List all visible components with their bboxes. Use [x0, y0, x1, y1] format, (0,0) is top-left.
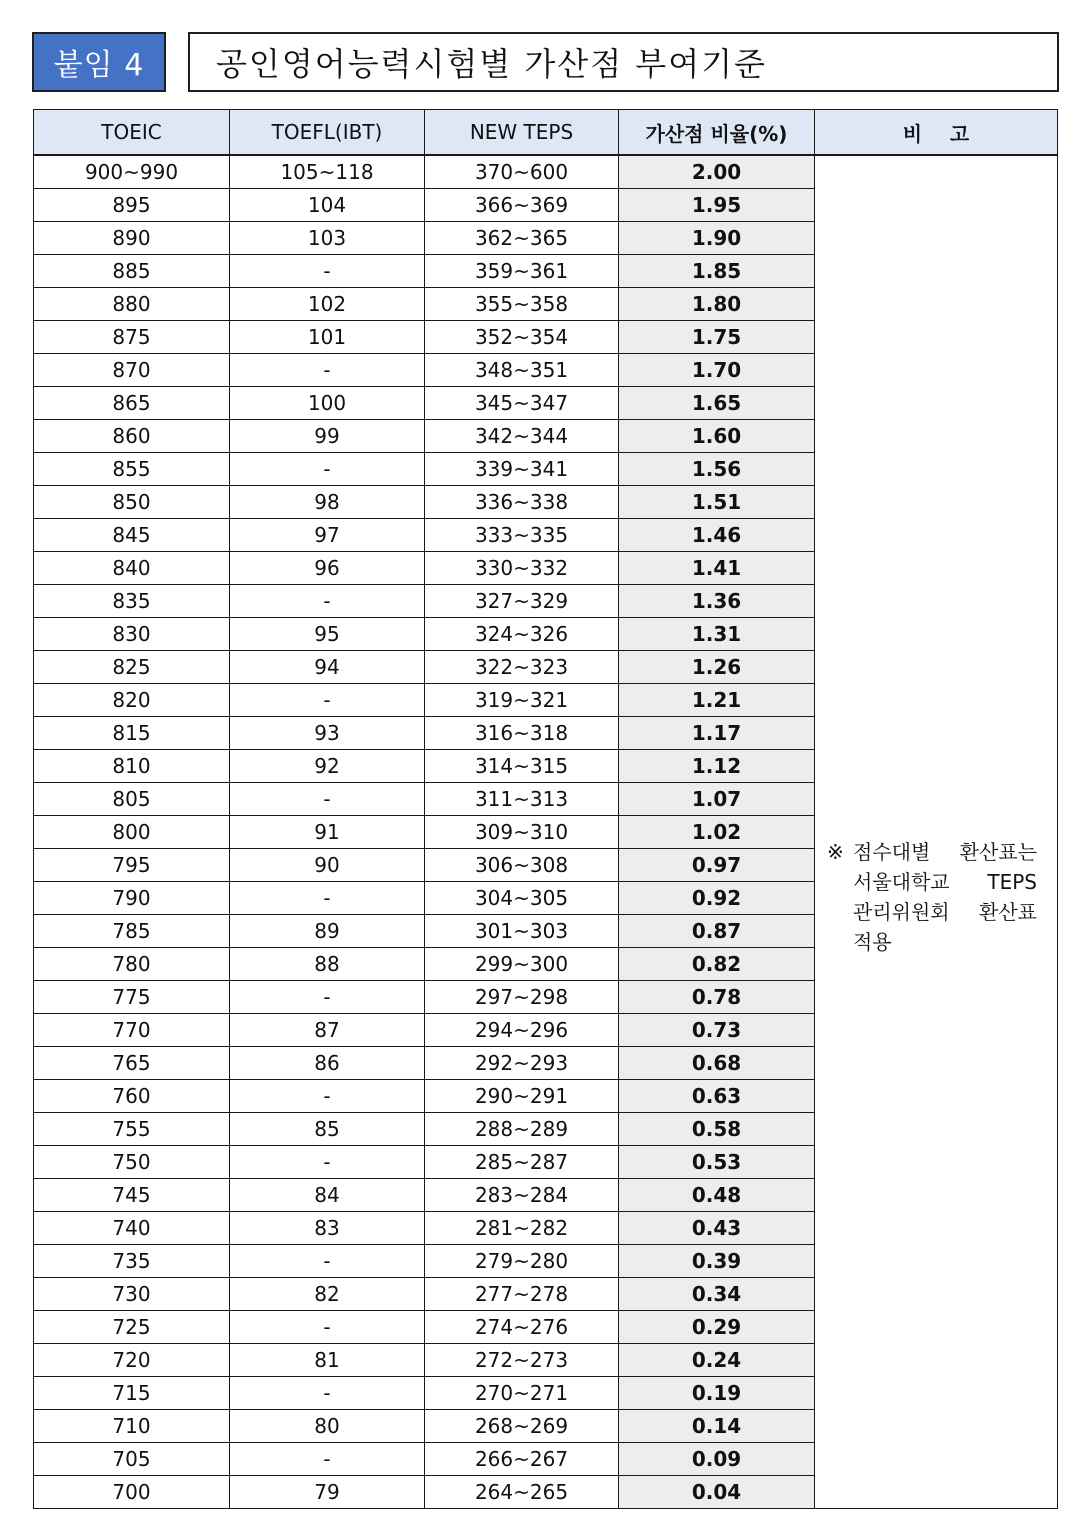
toeic-cell: 765	[34, 1046, 230, 1079]
bonus-rate-cell: 0.43	[619, 1211, 815, 1244]
toeic-cell: 735	[34, 1244, 230, 1277]
toefl-cell: 83	[230, 1211, 425, 1244]
toefl-cell: 102	[230, 287, 425, 320]
attachment-badge: 붙임 4	[32, 32, 166, 92]
toeic-cell: 720	[34, 1343, 230, 1376]
bonus-rate-cell: 1.70	[619, 353, 815, 386]
new-teps-cell: 327~329	[425, 584, 619, 617]
toefl-cell: -	[230, 980, 425, 1013]
toefl-cell: 96	[230, 551, 425, 584]
bonus-rate-cell: 1.51	[619, 485, 815, 518]
toefl-cell: -	[230, 1442, 425, 1475]
new-teps-cell: 299~300	[425, 947, 619, 980]
new-teps-cell: 330~332	[425, 551, 619, 584]
column-header-bonus-rate: 가산점 비율(%)	[619, 110, 815, 156]
toefl-cell: 88	[230, 947, 425, 980]
new-teps-cell: 352~354	[425, 320, 619, 353]
table-body	[34, 155, 1058, 1508]
new-teps-cell: 290~291	[425, 1079, 619, 1112]
new-teps-cell: 285~287	[425, 1145, 619, 1178]
bonus-rate-cell: 0.14	[619, 1409, 815, 1442]
bonus-rate-cell: 1.17	[619, 716, 815, 749]
new-teps-cell: 270~271	[425, 1376, 619, 1409]
new-teps-cell: 370~600	[425, 155, 619, 188]
toefl-cell: 85	[230, 1112, 425, 1145]
toeic-cell: 795	[34, 848, 230, 881]
new-teps-cell: 333~335	[425, 518, 619, 551]
column-header-toeic: TOEIC	[34, 110, 230, 156]
new-teps-cell: 359~361	[425, 254, 619, 287]
bonus-rate-cell: 0.48	[619, 1178, 815, 1211]
new-teps-cell: 311~313	[425, 782, 619, 815]
toeic-cell: 730	[34, 1277, 230, 1310]
new-teps-cell: 309~310	[425, 815, 619, 848]
toeic-cell: 775	[34, 980, 230, 1013]
bonus-rate-cell: 0.34	[619, 1277, 815, 1310]
toefl-cell: 103	[230, 221, 425, 254]
bonus-rate-cell: 0.73	[619, 1013, 815, 1046]
bonus-rate-cell: 1.90	[619, 221, 815, 254]
toefl-cell: 82	[230, 1277, 425, 1310]
bonus-rate-cell: 0.04	[619, 1475, 815, 1508]
toefl-cell: 91	[230, 815, 425, 848]
new-teps-cell: 345~347	[425, 386, 619, 419]
bonus-rate-cell: 0.09	[619, 1442, 815, 1475]
toeic-cell: 865	[34, 386, 230, 419]
toefl-cell: 80	[230, 1409, 425, 1442]
bonus-rate-cell: 0.58	[619, 1112, 815, 1145]
bonus-rate-cell: 0.19	[619, 1376, 815, 1409]
toefl-cell: 90	[230, 848, 425, 881]
toeic-cell: 745	[34, 1178, 230, 1211]
new-teps-cell: 322~323	[425, 650, 619, 683]
new-teps-cell: 339~341	[425, 452, 619, 485]
bonus-rate-cell: 1.36	[619, 584, 815, 617]
toeic-cell: 890	[34, 221, 230, 254]
toefl-cell: -	[230, 881, 425, 914]
bonus-rate-cell: 0.63	[619, 1079, 815, 1112]
toeic-cell: 840	[34, 551, 230, 584]
bonus-rate-cell: 1.02	[619, 815, 815, 848]
toefl-cell: 89	[230, 914, 425, 947]
bonus-rate-cell: 1.41	[619, 551, 815, 584]
bonus-rate-cell: 1.65	[619, 386, 815, 419]
toefl-cell: -	[230, 1079, 425, 1112]
new-teps-cell: 362~365	[425, 221, 619, 254]
new-teps-cell: 297~298	[425, 980, 619, 1013]
new-teps-cell: 283~284	[425, 1178, 619, 1211]
toefl-cell: 92	[230, 749, 425, 782]
column-header-new-teps: NEW TEPS	[425, 110, 619, 156]
new-teps-cell: 272~273	[425, 1343, 619, 1376]
toeic-cell: 785	[34, 914, 230, 947]
bonus-rate-cell: 1.60	[619, 419, 815, 452]
bonus-rate-cell: 1.12	[619, 749, 815, 782]
new-teps-cell: 264~265	[425, 1475, 619, 1508]
score-table	[33, 109, 1058, 1509]
bonus-rate-cell: 2.00	[619, 155, 815, 188]
toefl-cell: 87	[230, 1013, 425, 1046]
toefl-cell: 101	[230, 320, 425, 353]
new-teps-cell: 266~267	[425, 1442, 619, 1475]
bonus-rate-cell: 0.39	[619, 1244, 815, 1277]
new-teps-cell: 279~280	[425, 1244, 619, 1277]
bonus-rate-cell: 0.97	[619, 848, 815, 881]
new-teps-cell: 319~321	[425, 683, 619, 716]
toeic-cell: 705	[34, 1442, 230, 1475]
toeic-cell: 780	[34, 947, 230, 980]
new-teps-cell: 301~303	[425, 914, 619, 947]
toefl-cell: -	[230, 1310, 425, 1343]
bonus-rate-cell: 0.24	[619, 1343, 815, 1376]
bonus-rate-cell: 1.56	[619, 452, 815, 485]
toefl-cell: 98	[230, 485, 425, 518]
toefl-cell: 105~118	[230, 155, 425, 188]
toefl-cell: 104	[230, 188, 425, 221]
new-teps-cell: 348~351	[425, 353, 619, 386]
new-teps-cell: 316~318	[425, 716, 619, 749]
remarks-note	[827, 837, 1037, 957]
toeic-cell: 790	[34, 881, 230, 914]
toefl-cell: -	[230, 1376, 425, 1409]
toeic-cell: 885	[34, 254, 230, 287]
remarks-cell	[815, 155, 1058, 1508]
toeic-cell: 755	[34, 1112, 230, 1145]
bonus-rate-cell: 1.95	[619, 188, 815, 221]
toeic-cell: 860	[34, 419, 230, 452]
bonus-rate-cell: 0.87	[619, 914, 815, 947]
bonus-rate-cell: 1.85	[619, 254, 815, 287]
toeic-cell: 830	[34, 617, 230, 650]
column-header-remarks: 비 고	[815, 110, 1058, 156]
bonus-rate-cell: 0.29	[619, 1310, 815, 1343]
toeic-cell: 825	[34, 650, 230, 683]
bonus-rate-cell: 1.07	[619, 782, 815, 815]
toefl-cell: 86	[230, 1046, 425, 1079]
toefl-cell: -	[230, 254, 425, 287]
new-teps-cell: 288~289	[425, 1112, 619, 1145]
new-teps-cell: 294~296	[425, 1013, 619, 1046]
toefl-cell: 100	[230, 386, 425, 419]
toeic-cell: 900~990	[34, 155, 230, 188]
bonus-rate-cell: 1.26	[619, 650, 815, 683]
bonus-rate-cell: 1.75	[619, 320, 815, 353]
toeic-cell: 715	[34, 1376, 230, 1409]
toeic-cell: 875	[34, 320, 230, 353]
toefl-cell: 94	[230, 650, 425, 683]
toeic-cell: 855	[34, 452, 230, 485]
bonus-rate-cell: 0.68	[619, 1046, 815, 1079]
toefl-cell: -	[230, 782, 425, 815]
remarks-text: 점수대별 환산표는 서울대학교 TEPS 관리위원회 환산표 적용	[853, 839, 1037, 954]
toefl-cell: 81	[230, 1343, 425, 1376]
toeic-cell: 820	[34, 683, 230, 716]
new-teps-cell: 292~293	[425, 1046, 619, 1079]
toefl-cell: 79	[230, 1475, 425, 1508]
toeic-cell: 880	[34, 287, 230, 320]
table-header	[34, 110, 1058, 156]
toeic-cell: 725	[34, 1310, 230, 1343]
toefl-cell: 95	[230, 617, 425, 650]
new-teps-cell: 324~326	[425, 617, 619, 650]
toeic-cell: 845	[34, 518, 230, 551]
toeic-cell: 700	[34, 1475, 230, 1508]
toeic-cell: 835	[34, 584, 230, 617]
new-teps-cell: 304~305	[425, 881, 619, 914]
toefl-cell: -	[230, 452, 425, 485]
toefl-cell: -	[230, 1145, 425, 1178]
bonus-rate-cell: 1.46	[619, 518, 815, 551]
toeic-cell: 800	[34, 815, 230, 848]
reference-mark-icon: ※	[827, 839, 844, 864]
toeic-cell: 815	[34, 716, 230, 749]
toeic-cell: 770	[34, 1013, 230, 1046]
toefl-cell: -	[230, 353, 425, 386]
toeic-cell: 740	[34, 1211, 230, 1244]
toefl-cell: -	[230, 584, 425, 617]
bonus-rate-cell: 0.92	[619, 881, 815, 914]
new-teps-cell: 306~308	[425, 848, 619, 881]
column-header-toefl: TOEFL(IBT)	[230, 110, 425, 156]
bonus-rate-cell: 0.53	[619, 1145, 815, 1178]
toefl-cell: -	[230, 683, 425, 716]
new-teps-cell: 342~344	[425, 419, 619, 452]
table-row	[34, 155, 1058, 188]
new-teps-cell: 314~315	[425, 749, 619, 782]
toeic-cell: 870	[34, 353, 230, 386]
new-teps-cell: 268~269	[425, 1409, 619, 1442]
bonus-rate-cell: 0.78	[619, 980, 815, 1013]
new-teps-cell: 281~282	[425, 1211, 619, 1244]
bonus-rate-cell: 1.21	[619, 683, 815, 716]
new-teps-cell: 277~278	[425, 1277, 619, 1310]
toefl-cell: -	[230, 1244, 425, 1277]
bonus-rate-cell: 1.80	[619, 287, 815, 320]
new-teps-cell: 336~338	[425, 485, 619, 518]
toefl-cell: 99	[230, 419, 425, 452]
bonus-rate-cell: 0.82	[619, 947, 815, 980]
toeic-cell: 810	[34, 749, 230, 782]
bonus-rate-cell: 1.31	[619, 617, 815, 650]
new-teps-cell: 366~369	[425, 188, 619, 221]
toeic-cell: 895	[34, 188, 230, 221]
toefl-cell: 93	[230, 716, 425, 749]
new-teps-cell: 274~276	[425, 1310, 619, 1343]
toeic-cell: 750	[34, 1145, 230, 1178]
toeic-cell: 850	[34, 485, 230, 518]
header-row	[34, 110, 1058, 156]
page-title: 공인영어능력시험별 가산점 부여기준	[188, 32, 1059, 92]
toefl-cell: 84	[230, 1178, 425, 1211]
toefl-cell: 97	[230, 518, 425, 551]
toeic-cell: 760	[34, 1079, 230, 1112]
toeic-cell: 710	[34, 1409, 230, 1442]
toeic-cell: 805	[34, 782, 230, 815]
new-teps-cell: 355~358	[425, 287, 619, 320]
